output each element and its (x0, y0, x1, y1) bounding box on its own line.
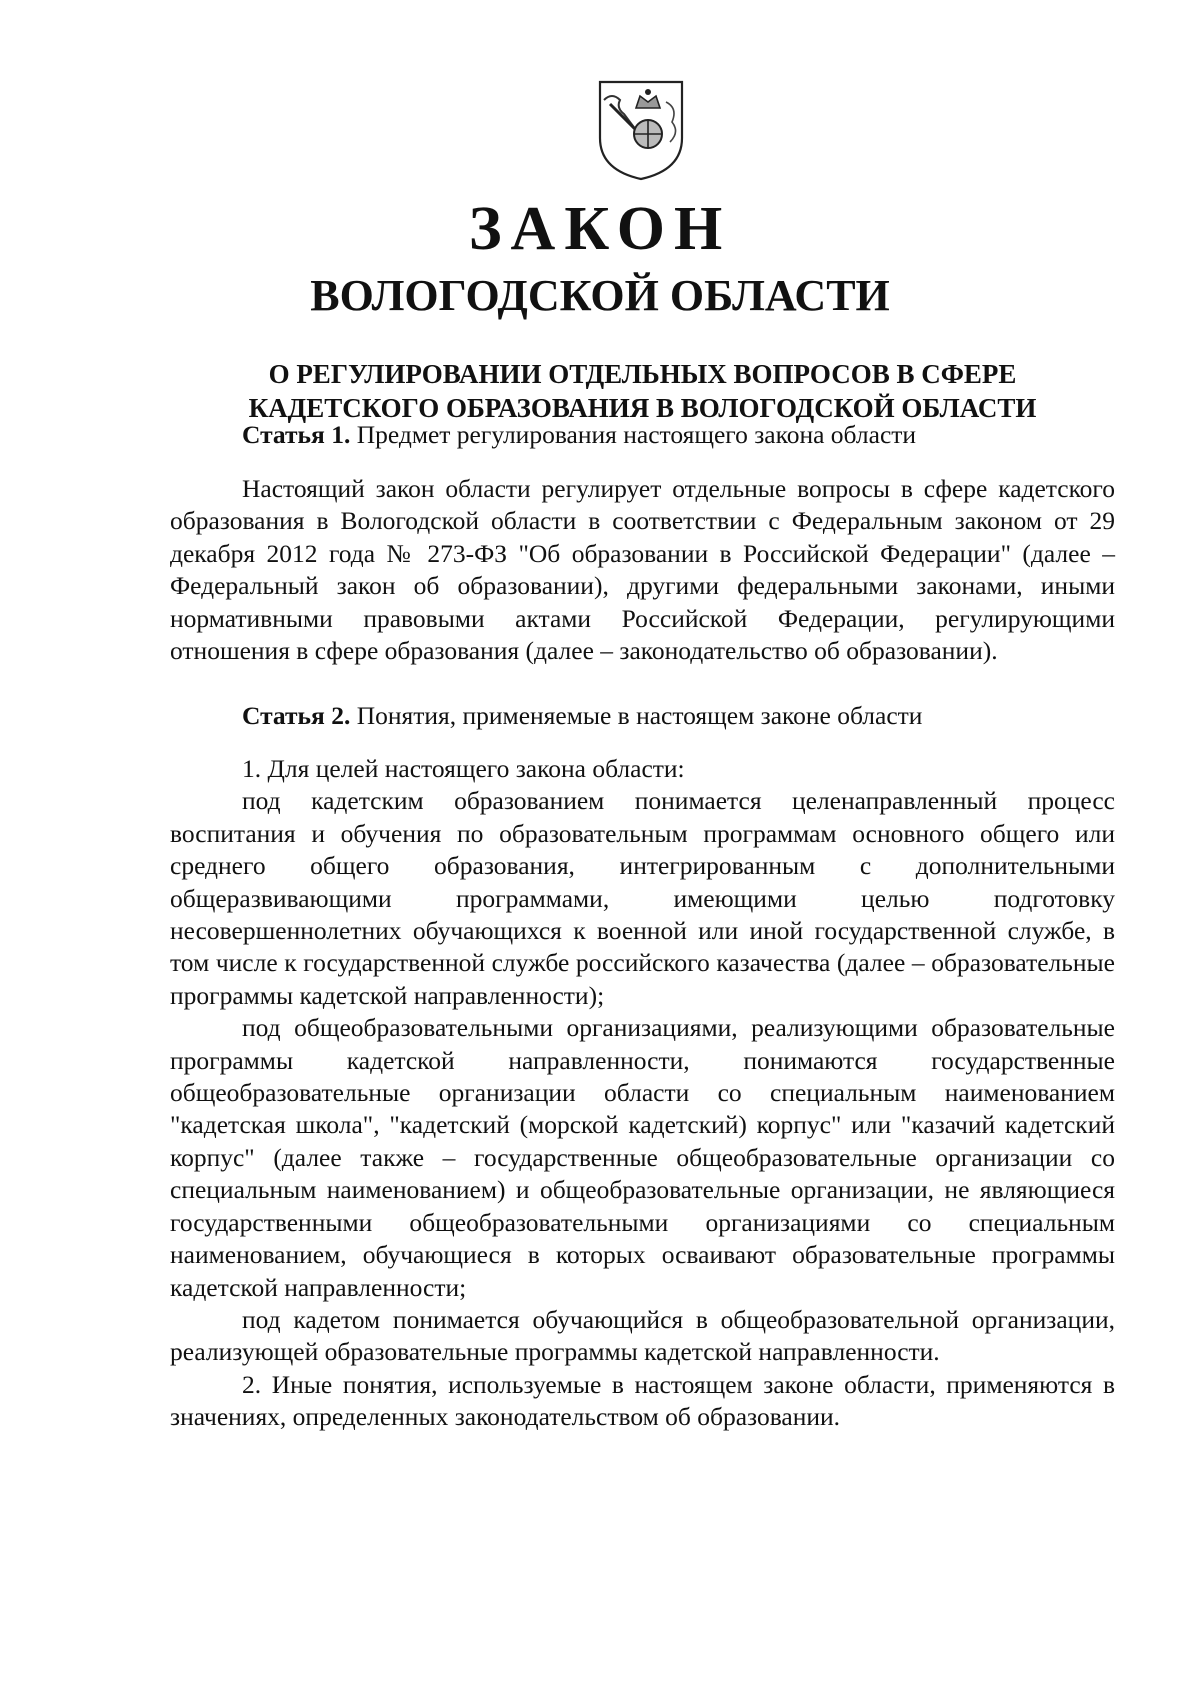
document-title: ЗАКОН (468, 195, 732, 263)
document-subtitle: ВОЛОГОДСКОЙ ОБЛАСТИ (310, 271, 890, 320)
paragraph: 2. Иные понятия, используемые в настоящем законе области, применяются в значениях, определенных законодательством об образовании. (170, 1369, 1115, 1432)
paragraph: под кадетом понимается обучающийся в общеобразовательной организации, реализующей образовательные программы кадетской направленности. (170, 1304, 1115, 1367)
article-1-body (170, 473, 1115, 667)
paragraph: Настоящий закон области регулирует отдельные вопросы в сфере кадетского образования в Вологодской области в соответствии с Федеральным законом от 29 декабря 2012 года № 273-ФЗ "Об образовании в Российской Федерации" (далее – Федеральный закон об образовании), другими федеральными законами, иными нормативными правовыми актами Российской Федерации, регулирующими отношения в сфере образования (далее – законодательство об образовании). (170, 474, 1115, 666)
paragraph: 1. Для целей настоящего закона области: (242, 754, 685, 783)
coat-of-arms-icon (596, 78, 686, 182)
article-label: Статья 1. (242, 420, 351, 449)
article-2-title (170, 700, 1115, 732)
article-title-text: Понятия, применяемые в настоящем законе области (356, 701, 923, 730)
article-2-body (170, 753, 1115, 1434)
paragraph: под кадетским образованием понимается целенаправленный процесс воспитания и обучения по образовательным программам основного общего или среднего общего образования, интегрированным с дополнительными общеразвивающими программами, имеющими целью подготовку несовершеннолетних обучающихся к военной или иной государственной службе, в том числе к государственной службе российского казачества (далее – образовательные программы кадетской направленности); (170, 786, 1115, 1010)
law-heading-line: КАДЕТСКОГО ОБРАЗОВАНИЯ В ВОЛОГОДСКОЙ ОБЛАСТИ (248, 393, 1037, 423)
article-1-title (170, 419, 1115, 451)
law-heading (170, 357, 1115, 425)
paragraph: под общеобразовательными организациями, реализующими образовательные программы кадетской направленности, понимаются государственные общеобразовательные организации области со специальным наименованием "кадетская школа", "кадетский (морской кадетский) корпус" или "казачий кадетский корпус" (далее также – государственные общеобразовательные организации со специальным наименованием) и общеобразовательные организации, не являющиеся государственными общеобразовательными организациями со специальным наименованием, обучающиеся в которых осваивают образовательные программы кадетской направленности; (170, 1013, 1115, 1302)
article-title-text: Предмет регулирования настоящего закона области (356, 420, 917, 449)
article-label: Статья 2. (242, 701, 351, 730)
law-heading-line: О РЕГУЛИРОВАНИИ ОТДЕЛЬНЫХ ВОПРОСОВ В СФЕРЕ (268, 359, 1017, 389)
